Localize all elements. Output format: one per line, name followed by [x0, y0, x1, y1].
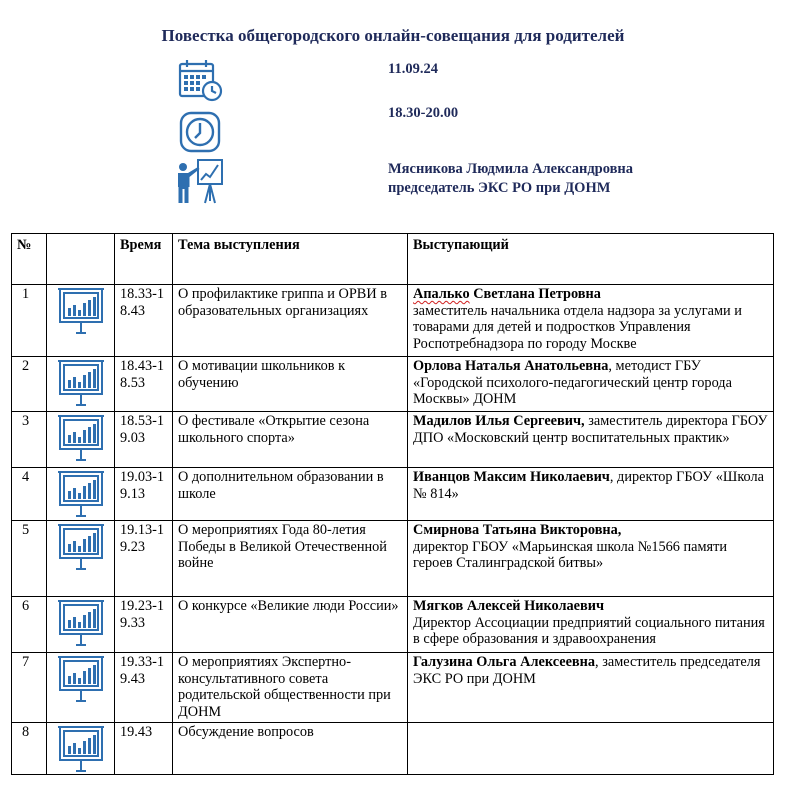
table-row: [12, 521, 774, 597]
presentation-chart-icon: [56, 598, 106, 648]
table-row: [12, 357, 774, 412]
row-icon-cell: [47, 723, 115, 775]
row-number: 4: [12, 468, 47, 521]
row-topic: О мероприятиях Экспертно-консультативного совета родительской общественности при ДОНМ: [173, 653, 408, 723]
row-number: 3: [12, 412, 47, 468]
speaker-role: заместитель начальника отдела надзора за услугами и товарами для детей и подростков Управления Роспотребнадзора по городу Москве: [413, 302, 742, 352]
row-speaker: [408, 653, 774, 723]
speaker-name: Смирнова Татьяна Викторовна,: [413, 522, 622, 538]
table-row: [12, 723, 774, 775]
speaker-role: Директор Ассоциации предприятий социального питания в сфере образования и здравоохранения: [413, 614, 765, 647]
row-time: 19.13-19.23: [115, 521, 173, 597]
row-number: 7: [12, 653, 47, 723]
row-speaker: [408, 357, 774, 412]
presenter-icon: [174, 157, 226, 205]
speaker-role: , директор ГБОУ «Школа № 814»: [413, 469, 764, 502]
presentation-chart-icon: [56, 522, 106, 572]
row-icon-cell: [47, 653, 115, 723]
row-time: 18.43-18.53: [115, 357, 173, 412]
speaker-role: , заместитель председателя ЭКС РО при ДОНМ: [413, 654, 761, 687]
meeting-date: 11.09.24: [388, 61, 438, 77]
speaker-name: Мадилов Илья Сергеевич,: [413, 413, 585, 429]
speaker-role: заместитель директора ГБОУ ДПО «Московский центр воспитательных практик»: [413, 413, 768, 446]
speaker-name: Иванцов Максим Николаевич: [413, 469, 610, 485]
row-icon-cell: [47, 468, 115, 521]
table-row: [12, 412, 774, 468]
calendar-clock-icon: [178, 58, 224, 104]
table-row: [12, 285, 774, 357]
table-row: [12, 597, 774, 653]
row-topic: О мероприятиях Года 80-летия Победы в Великой Отечественной войне: [173, 521, 408, 597]
row-icon-cell: [47, 597, 115, 653]
chair-name: Мясникова Людмила Александровна: [388, 161, 634, 177]
row-time: 19.33-19.43: [115, 653, 173, 723]
table-row: [12, 653, 774, 723]
table-row: [12, 468, 774, 521]
agenda-table: [11, 233, 774, 775]
speaker-role: , методист ГБУ «Городской психолого-педагогический центр города Москвы» ДОНМ: [413, 358, 732, 407]
row-topic: О конкурсе «Великие люди России»: [173, 597, 408, 653]
row-number: 5: [12, 521, 47, 597]
presentation-chart-icon: [56, 286, 106, 336]
row-number: 1: [12, 285, 47, 357]
presentation-chart-icon: [56, 724, 106, 774]
row-time: 18.53-19.03: [115, 412, 173, 468]
table-header-row: [12, 234, 774, 285]
speaker-name: Апалько Светлана Петровна: [413, 286, 601, 302]
presentation-chart-icon: [56, 654, 106, 704]
row-number: 8: [12, 723, 47, 775]
speaker-role: директор ГБОУ «Марьинская школа №1566 памяти героев Сталинградской битвы»: [413, 538, 728, 571]
row-number: 6: [12, 597, 47, 653]
row-speaker: [408, 412, 774, 468]
row-icon-cell: [47, 357, 115, 412]
row-number: 2: [12, 357, 47, 412]
spellcheck-mark: Апалько: [413, 286, 470, 302]
row-icon-cell: [47, 285, 115, 357]
row-time: 18.33-18.43: [115, 285, 173, 357]
row-icon-cell: [47, 521, 115, 597]
meeting-time: 18.30-20.00: [388, 105, 459, 121]
row-speaker: [408, 521, 774, 597]
row-time: 19.23-19.33: [115, 597, 173, 653]
col-header-time: Время: [115, 234, 173, 285]
row-topic: О дополнительном образовании в школе: [173, 468, 408, 521]
row-speaker: [408, 468, 774, 521]
col-header-num: №: [12, 234, 47, 285]
row-topic: О мотивации школьников к обучению: [173, 357, 408, 412]
presentation-chart-icon: [56, 358, 106, 408]
page-title: Повестка общегородского онлайн-совещания для родителей: [161, 26, 625, 45]
row-speaker: [408, 285, 774, 357]
speaker-name: Галузина Ольга Алексеевна: [413, 654, 596, 670]
row-topic: Обсуждение вопросов: [173, 723, 408, 775]
chair-role: председатель ЭКС РО при ДОНМ: [388, 180, 611, 196]
col-header-speaker: Выступающий: [408, 234, 774, 285]
row-time: 19.43: [115, 723, 173, 775]
row-speaker: [408, 723, 774, 775]
col-header-topic: Тема выступления: [173, 234, 408, 285]
row-topic: О профилактике гриппа и ОРВИ в образовательных организациях: [173, 285, 408, 357]
speaker-name: Орлова Наталья Анатольевна: [413, 358, 609, 374]
clock-icon: [178, 110, 222, 154]
presentation-chart-icon: [56, 469, 106, 519]
row-icon-cell: [47, 412, 115, 468]
col-header-icon: [47, 234, 115, 285]
row-topic: О фестивале «Открытие сезона школьного спорта»: [173, 412, 408, 468]
presentation-chart-icon: [56, 413, 106, 463]
row-speaker: [408, 597, 774, 653]
speaker-name: Мягков Алексей Николаевич: [413, 598, 605, 614]
row-time: 19.03-19.13: [115, 468, 173, 521]
